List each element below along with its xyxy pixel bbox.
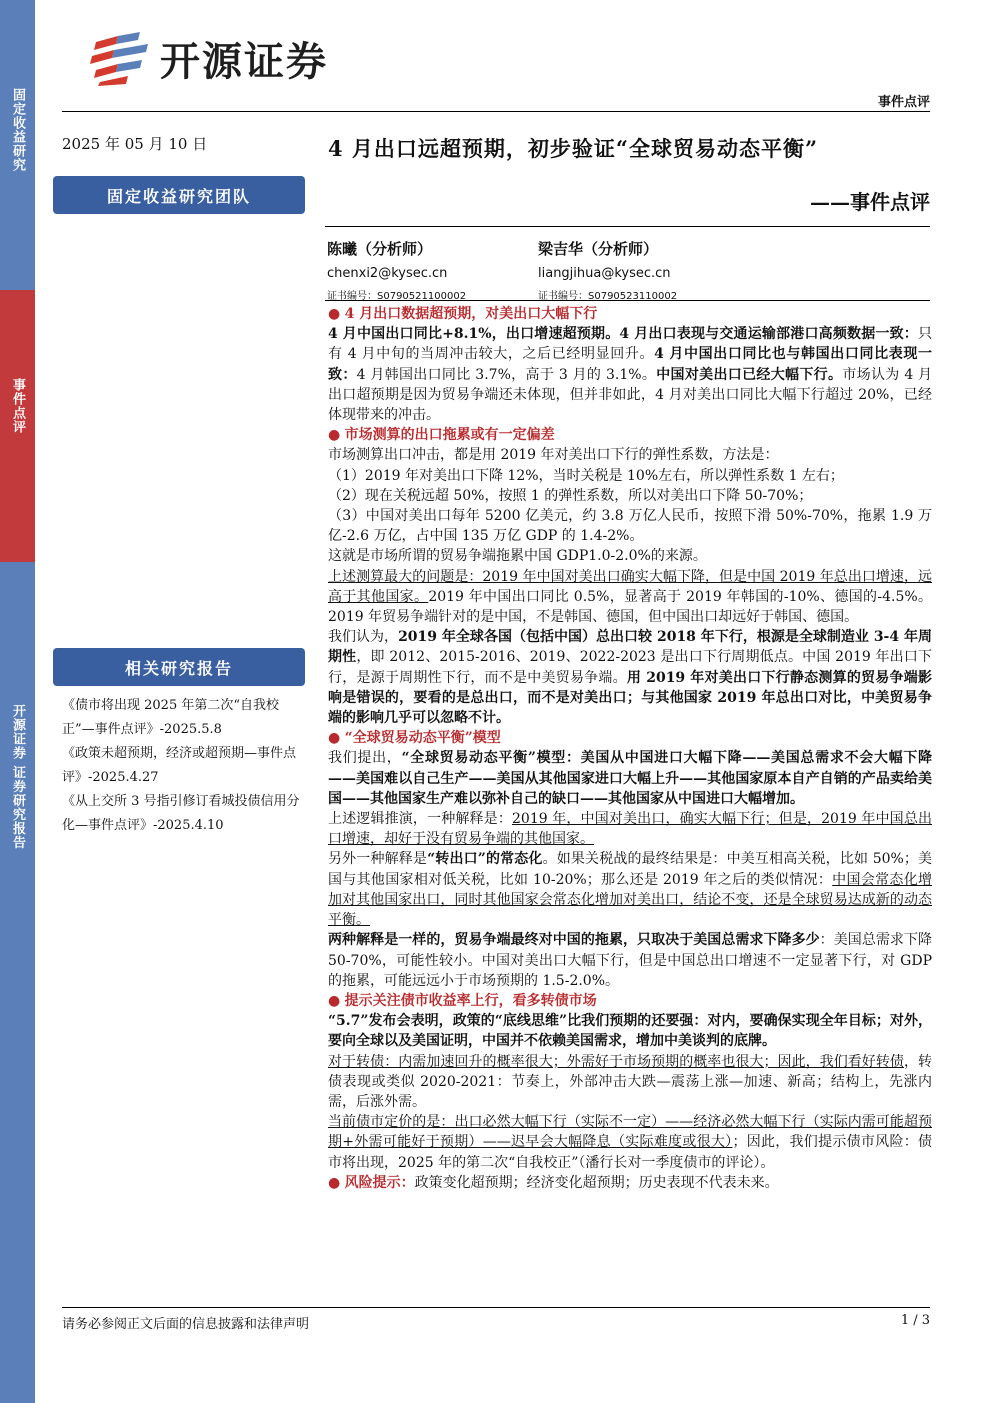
related-report-link[interactable]: 《政策未超预期，经济或超预期—事件点评》-2025.4.27: [62, 746, 297, 785]
page-number: 1 / 3: [900, 1313, 930, 1328]
header-divider: [62, 111, 930, 112]
related-reports-banner: 相关研究报告: [53, 648, 305, 686]
sidebar-band-brand: [0, 562, 35, 1403]
report-body: [328, 304, 932, 1193]
footer-disclaimer: 请务必参阅正文后面的信息披露和法律声明: [62, 1317, 310, 1332]
paragraph: 上述逻辑推演，一种解释是：2019 年，中国对美出口，确实大幅下行；但是，2019 年中国总出口增速，却好于没有贸易争端的其他国家。: [328, 811, 932, 848]
report-subtitle: ——事件点评: [810, 190, 930, 214]
related-report-link[interactable]: 《从上交所 3 号指引修订看城投债信用分化—事件点评》-2025.4.10: [62, 794, 300, 833]
bullet-icon: ●: [328, 1174, 341, 1191]
paragraph: “5.7”发布会表明，政策的“底线思维”比我们预期的还要强：对内，要确保实现全年目标；对外，要向全球以及美国证明，中国并不依赖美国需求，增加中美谈判的底牌。: [328, 1013, 932, 1050]
authors-bottom-divider: [325, 300, 930, 301]
sidebar-band-event: [0, 290, 35, 562]
author-name: 陈曦（分析师）: [327, 240, 433, 258]
author-card: [327, 238, 466, 302]
paragraph: 上述测算最大的问题是：2019 年中国对美出口确实大幅下降，但是中国 2019 年总出口增速，远高于其他国家。2019 年中国出口同比 0.5%，显著高于 2019 年韩国的-10%、德国的-4.5%。2019 年贸易争端针对的是中国，不是韩国、德国，但中国出口却远好于韩国、德国。: [328, 568, 932, 626]
paragraph: 市场测算出口冲击，都是用 2019 年对美出口下行的弹性系数，方法是：: [328, 447, 779, 464]
section-heading: ● “全球贸易动态平衡”模型: [328, 730, 501, 747]
paragraph: 我们认为，2019 年全球各国（包括中国）总出口较 2018 年下行，根源是全球制造业 3-4 年周期性，即 2012、2015-2016、2019、2022-2023 是出口下行周期低点。中国 2019 年出口下行，是源于周期性下行，而不是中美贸易争端。用 2019 年对美出口下行静态测算的贸易争端影响是错误的，要看的是总出口，而不是对美出口；与其他国家 2019 年总出口对比，中美贸易争端的影响几乎可以忽略不计。: [328, 629, 933, 727]
related-reports-list: [62, 694, 310, 838]
report-date: 2025 年 05 月 10 日: [62, 135, 208, 153]
team-banner: 固定收益研究团队: [53, 176, 305, 214]
header-doc-type: 事件点评: [877, 95, 930, 110]
bullet-icon: ●: [328, 306, 341, 322]
paragraph: 另外一种解释是“转出口”的常态化。如果关税战的最终结果是：中美互相高关税，比如 50%；美国与其他国家相对低关税，比如 10-20%；那么还是 2019 年之后的类似情况：中国会常态化增加对其他国家出口，同时其他国家会常态化增加对美出口，结论不变，还是全球贸易达成新的动态平衡。: [328, 851, 933, 929]
sidebar-band-label: 开源证券 证券研究报告: [10, 704, 25, 850]
sidebar-band-fixed-income: [0, 0, 35, 290]
sidebar-band-label: 事件点评: [10, 378, 25, 434]
paragraph: 4 月中国出口同比+8.1%，出口增速超预期。4 月出口表现与交通运输部港口高频数据一致：只有 4 月中旬的当周冲击较大，之后已经明显回升。4 月中国出口同比也与韩国出口同比表现一致：4 月韩国出口同比 3.7%，高于 3 月的 3.1%。中国对美出口已经大幅下行。市场认为 4 月出口超预期是因为贸易争端还未体现，但并非如此，4 月对美出口同比大幅下行超过 20%，已经体现带来的冲击。: [328, 326, 933, 424]
bullet-icon: ●: [328, 730, 341, 747]
author-cert: 证书编号：S0790523110002: [538, 291, 678, 302]
brand-name: 开源证券: [160, 39, 328, 85]
footer-divider: [62, 1307, 930, 1308]
section-heading: ● 提示关注债市收益率上行，看多转债市场: [328, 992, 597, 1009]
author-name: 梁吉华（分析师）: [538, 240, 659, 258]
report-title: 4 月出口远超预期，初步验证“全球贸易动态平衡”: [328, 136, 819, 161]
bullet-icon: ●: [328, 992, 341, 1009]
author-cert: 证书编号：S0790521100002: [327, 291, 467, 302]
bullet-icon: ●: [328, 427, 341, 444]
sidebar-band-label: 固定收益研究: [10, 88, 25, 172]
author-email[interactable]: liangjihua@kysec.cn: [538, 266, 671, 281]
author-email[interactable]: chenxi2@kysec.cn: [327, 266, 448, 281]
section-heading: ● 市场测算的出口拖累或有一定偏差: [328, 427, 555, 444]
brand-logo: [88, 30, 328, 87]
section-heading: ● 4 月出口数据超预期，对美出口大幅下行: [328, 306, 598, 322]
paragraph: 当前债市定价的是：出口必然大幅下行（实际不一定）——经济必然大幅下行（实际内需可能超预期+外需可能好于预期）——迟早会大幅降息（实际难度或很大）；因此，我们提示债市风险：债市将出现，2025 年的第二次“自我校正”（潘行长对一季度债市的评论）。: [328, 1114, 933, 1171]
paragraph: 两种解释是一样的，贸易争端最终对中国的拖累，只取决于美国总需求下降多少：美国总需求下降 50-70%，可能性较小。中国对美出口大幅下行，但是中国总出口增速不一定显著下行，对 GDP 的拖累，可能远远小于市场预期的 1.5-2.0%。: [328, 932, 933, 989]
related-report-link[interactable]: 《债市将出现 2025 年第二次“自我校正”—事件点评》-2025.5.8: [62, 698, 279, 737]
logo-mark-icon: [88, 32, 152, 86]
paragraph: 对于转债：内需加速回升的概率很大；外需好于市场预期的概率也很大；因此，我们看好转债，转债表现或类似 2020-2021：节奏上，外部冲击大跌—震荡上涨—加速、新高；结构上，先涨内需，后涨外需。: [328, 1053, 933, 1110]
paragraph: 这就是市场所谓的贸易争端拖累中国 GDP1.0-2.0%的来源。: [328, 548, 707, 565]
paragraph: （2）现在关税远超 50%，按照 1 的弹性系数，所以对美出口下降 50-70%；: [328, 487, 813, 504]
paragraph: （1）2019 年对美出口下降 12%，当时关税是 10%左右，所以弹性系数 1 左右；: [328, 467, 844, 484]
risk-note: ● 风险提示：政策变化超预期；经济变化超预期；历史表现不代表未来。: [328, 1174, 779, 1191]
paragraph: 我们提出，“全球贸易动态平衡”模型：美国从中国进口大幅下降——美国总需求不会大幅下降——美国难以自己生产——美国从其他国家进口大幅上升——其他国家原本自产自销的产品卖给美国——其他国家生产难以弥补自己的缺口——其他国家从中国进口大幅增加。: [328, 750, 933, 807]
paragraph: （3）中国对美出口每年 5200 亿美元，约 3.8 万亿人民币，按照下滑 50%-70%，拖累 1.9 万亿-2.6 万亿，占中国 135 万亿 GDP 的 1.4-2%。: [328, 508, 932, 545]
authors-top-divider: [325, 226, 930, 227]
author-card: [538, 238, 677, 302]
